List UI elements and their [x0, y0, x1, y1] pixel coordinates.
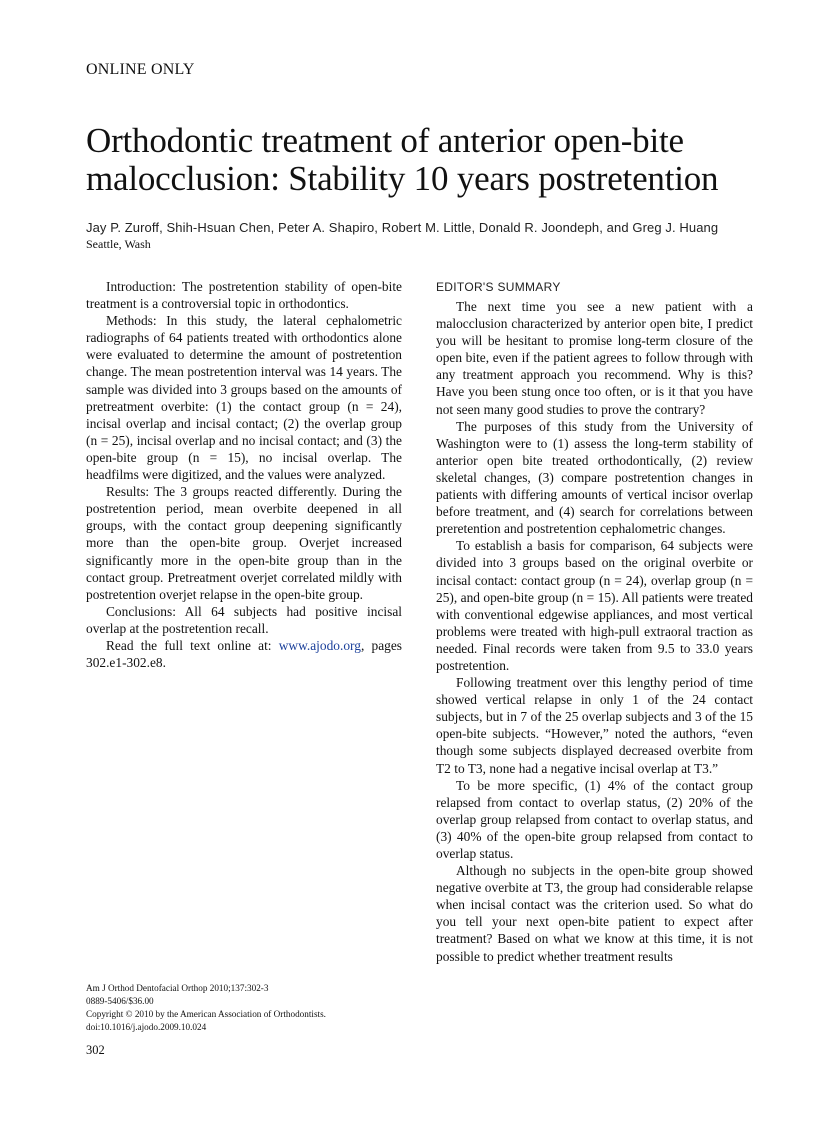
- abstract-conclusions: Conclusions: All 64 subjects had positive incisal overlap at the postretention recall.: [86, 603, 402, 636]
- summary-paragraph: The next time you see a new patient with a malocclusion characterized by anterior open bite, I predict you will be hesitant to promise long-term closure of the open bite, even if the patient agrees to follow through with any treatment approach you recommend. Why is this? Have you been stung once too often, or is it that you have not seen many good studies to prove the contrary?: [436, 299, 753, 417]
- author-list: Jay P. Zuroff, Shih-Hsuan Chen, Peter A. Shapiro, Robert M. Little, Donald R. Joondeph, and Greg J. Huang: [86, 220, 719, 235]
- copyright-notice: Copyright © 2010 by the American Association of Orthodontists.: [86, 1009, 326, 1019]
- abstract-introduction: Introduction: The postretention stability of open-bite treatment is a controversial topic in orthodontics.: [86, 279, 402, 312]
- journal-citation: Am J Orthod Dentofacial Orthop 2010;137:302-3: [86, 983, 269, 993]
- journal-website-link[interactable]: www.ajodo.org: [278, 637, 361, 653]
- editor-summary-body: [436, 298, 753, 965]
- doi: doi:10.1016/j.ajodo.2009.10.024: [86, 1022, 207, 1032]
- read-more-prefix: Read the full text online at:: [106, 637, 279, 653]
- page-number: 302: [86, 1043, 105, 1057]
- abstract-methods: Methods: In this study, the lateral cephalometric radiographs of 64 patients treated with orthodontics alone were evaluated to determine the amount of postretention change. The mean postretention interval was 14 years. The sample was divided into 3 groups based on the amounts of pretreatment overbite: (1) the contact group (n = 24), incisal overlap and incisal contact; (2) the overlap group (n = 25), incisal overlap and no incisal contact; and (3) the open-bite group (n = 15), no incisal overlap. The headfilms were digitized, and the values were analyzed.: [86, 313, 402, 483]
- citation-footer: [86, 982, 406, 1034]
- summary-paragraph: Although no subjects in the open-bite group showed negative overbite at T3, the group had considerable relapse when incisal contact was the criterion used. So what do you tell your next open-bite patient to expect after treatment? Based on what we know at this time, it is not possible to predict whether treatment results: [436, 863, 753, 964]
- summary-paragraph: To be more specific, (1) 4% of the contact group relapsed from contact to overlap status, (2) 20% of the overlap group relapsed from contact to overlap status, and (3) 40% of the open-bite group relapsed from contact to overlap status.: [436, 777, 753, 861]
- issn-price: 0889-5406/$36.00: [86, 996, 154, 1006]
- abstract-results: Results: The 3 groups reacted differently. During the postretention period, mean overbite deepened in all groups, with the contact group deepening significantly more than the open-bite group. Overjet increased significantly more in the open-bite group than in the contact group. Pretreatment overjet correlated mildly with postretention overjet relapse in the open-bite group.: [86, 484, 402, 602]
- section-label: ONLINE ONLY: [86, 61, 195, 78]
- abstract-read-more: [86, 637, 402, 671]
- editor-summary: [436, 280, 753, 965]
- editor-summary-heading: EDITOR'S SUMMARY: [436, 280, 561, 294]
- article-title: Orthodontic treatment of anterior open-bite malocclusion: Stability 10 years postretention: [86, 121, 719, 198]
- read-more-suffix: , pages 302.e1-302.e8.: [86, 637, 402, 671]
- summary-paragraph: To establish a basis for comparison, 64 subjects were divided into 3 groups based on the original overbite or incisal contact: contact group (n = 24), overlap group (n = 25), and open-bite group (n = 15). All patients were treated with conventional edgewise appliances, and most vertical problems were treated with high-pull extraoral traction as needed. Final records were taken from 9.5 to 33.0 years postretention.: [436, 538, 753, 673]
- summary-paragraph: Following treatment over this lengthy period of time showed vertical relapse in only 1 of the 24 contact subjects, but in 7 of the 25 overlap subjects and 3 of the 15 open-bite subjects. “However,” noted the authors, “even though some subjects displayed decreased overbite from T2 to T3, none had a negative incisal overlap at T3.”: [436, 675, 753, 776]
- author-location: Seattle, Wash: [86, 237, 151, 251]
- summary-paragraph: The purposes of this study from the University of Washington were to (1) assess the long-term stability of anterior open bite treated orthodontically, (2) review skeletal changes, (3) compare postretention changes in patients with differing amounts of vertical incisor overlap before treatment, and (4) search for correlations between preretention and postretention cephalometric changes.: [436, 418, 753, 537]
- abstract: [86, 278, 402, 671]
